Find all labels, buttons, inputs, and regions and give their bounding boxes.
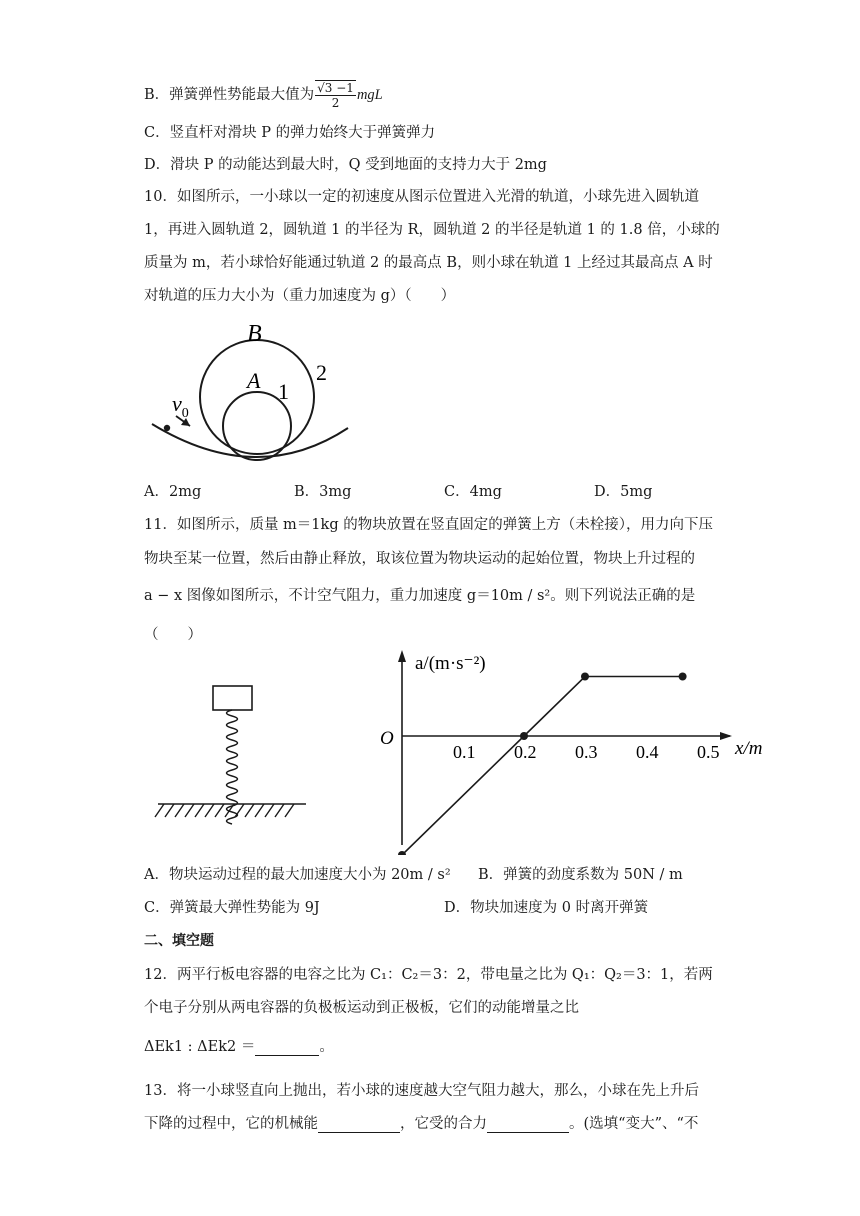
hatch-mark xyxy=(155,804,164,817)
graph-x-label: x/m xyxy=(735,738,763,759)
q11-option-a: A．物块运动过程的最大加速度大小为 20m / s² xyxy=(144,867,451,883)
q11-option-c: C．弹簧最大弹性势能为 9J xyxy=(144,900,320,916)
hatch-mark xyxy=(245,804,254,817)
hatch-mark xyxy=(165,804,174,817)
q13-blank-mechanical-energy[interactable] xyxy=(318,1116,400,1133)
x-axis-arrowhead xyxy=(720,732,732,740)
q10-option-d: D．5mg xyxy=(594,484,653,500)
q9-option-c: C．竖直杆对滑块 P 的弹力始终大于弹簧弹力 xyxy=(144,125,436,141)
x-tick-label: 0.4 xyxy=(636,742,659,762)
q12-line-2: 个电子分别从两电容器的负极板运动到正极板，它们的动能增量之比 xyxy=(144,1000,579,1016)
ball xyxy=(164,425,170,431)
series-line xyxy=(402,677,683,856)
hatch-mark xyxy=(265,804,274,817)
q9-option-b-pre: B．弹簧弹性势能最大值为 xyxy=(144,87,315,103)
q10-line-2: 1，再进入圆轨道 2，圆轨道 1 的半径为 R，圆轨道 2 的半径是轨道 1 的 1.8 倍，小球的 xyxy=(144,222,720,238)
q13-line-2-post: 。(选填“变大”、“不 xyxy=(569,1116,699,1132)
acceleration-graph xyxy=(370,640,780,855)
q13-blank-net-force[interactable] xyxy=(487,1116,569,1133)
q9-option-b-fraction: $\frac{√3 -1}{2}$ xyxy=(317,81,354,110)
q10-option-a: A．2mg xyxy=(144,484,202,500)
data-point xyxy=(581,673,589,681)
q11-option-b: B．弹簧的劲度系数为 50N / m xyxy=(478,867,683,883)
q10-line-1: 10．如图所示，一小球以一定的初速度从图示位置进入光滑的轨道，小球先进入圆轨道 xyxy=(144,189,699,205)
q11-option-d: D．物块加速度为 0 时离开弹簧 xyxy=(444,900,649,916)
hatch-mark xyxy=(185,804,194,817)
q13-line-2 xyxy=(144,1112,698,1133)
label-1: 1 xyxy=(278,379,289,404)
hatch-mark xyxy=(225,804,234,817)
curved-track xyxy=(152,424,348,457)
q10-line-4: 对轨道的压力大小为（重力加速度为 g）（ ） xyxy=(144,288,456,304)
graph-series xyxy=(398,673,687,856)
q12-answer-blank[interactable] xyxy=(255,1039,319,1056)
circular-track-2 xyxy=(200,340,314,454)
x-tick-label: 0.3 xyxy=(575,742,598,762)
q11-line-4: （ ） xyxy=(144,627,202,643)
q13-line-1: 13．将一小球竖直向上抛出，若小球的速度越大空气阻力越大，那么，小球在先上升后 xyxy=(144,1083,699,1099)
q11-line-3: a − x 图像如图所示，不计空气阻力，重力加速度 g＝10m / s²。则下列说法正确的是 xyxy=(144,588,696,604)
ground-hatching xyxy=(155,804,294,817)
label-a: A xyxy=(247,368,261,393)
q13-line-2-pre: 下降的过程中，它的机械能 xyxy=(144,1116,318,1132)
graph-origin: O xyxy=(380,728,394,749)
hatch-mark xyxy=(275,804,284,817)
q10-track-figure xyxy=(140,310,360,470)
data-point xyxy=(679,673,687,681)
q13-line-2-mid: ，它受的合力 xyxy=(400,1116,487,1132)
x-tick-label: 0.1 xyxy=(453,742,476,762)
hatch-mark xyxy=(255,804,264,817)
hatch-mark xyxy=(285,804,294,817)
q10-option-c: C．4mg xyxy=(444,484,502,500)
section-heading: 二、填空题 xyxy=(144,933,214,949)
label-b: B xyxy=(247,321,262,347)
q12-answer-prefix: ΔEk1 : ΔEk2 ＝ xyxy=(144,1039,256,1055)
hatch-mark xyxy=(195,804,204,817)
hatch-mark xyxy=(205,804,214,817)
hatch-mark xyxy=(235,804,244,817)
q11-line-2: 物块至某一位置，然后由静止释放，取该位置为物块运动的起始位置，物块上升过程的 xyxy=(144,551,695,567)
q11-line-1: 11．如图所示，质量 m＝1kg 的物块放置在竖直固定的弹簧上方（未栓接），用力向下压 xyxy=(144,517,713,533)
graph-ticks xyxy=(453,742,720,762)
hatch-mark xyxy=(175,804,184,817)
block xyxy=(213,686,252,710)
q12-line-1: 12．两平行板电容器的电容之比为 C₁：C₂＝3：2，带电量之比为 Q₁：Q₂＝3：1，若两 xyxy=(144,967,713,983)
hatch-mark xyxy=(215,804,224,817)
q12-answer-line xyxy=(144,1035,334,1056)
x-tick-label: 0.5 xyxy=(697,742,720,762)
label-v0: $v_0$ xyxy=(172,391,189,421)
q9-option-b xyxy=(144,80,383,110)
data-point xyxy=(520,732,528,740)
label-2: 2 xyxy=(316,360,327,385)
y-axis-arrowhead xyxy=(398,650,406,662)
q9-option-b-post: mgL xyxy=(356,87,383,103)
graph-y-label: a/(m·s⁻²) xyxy=(415,653,486,674)
spring-block-figure xyxy=(150,680,320,830)
q12-answer-suffix: 。 xyxy=(319,1039,334,1055)
x-tick-label: 0.2 xyxy=(514,742,537,762)
q9-option-d: D．滑块 P 的动能达到最大时，Q 受到地面的支持力大于 2mg xyxy=(144,157,547,173)
q10-line-3: 质量为 m，若小球恰好能通过轨道 2 的最高点 B，则小球在轨道 1 上经过其最高点 A 时 xyxy=(144,255,713,271)
q10-option-b: B．3mg xyxy=(294,484,352,500)
